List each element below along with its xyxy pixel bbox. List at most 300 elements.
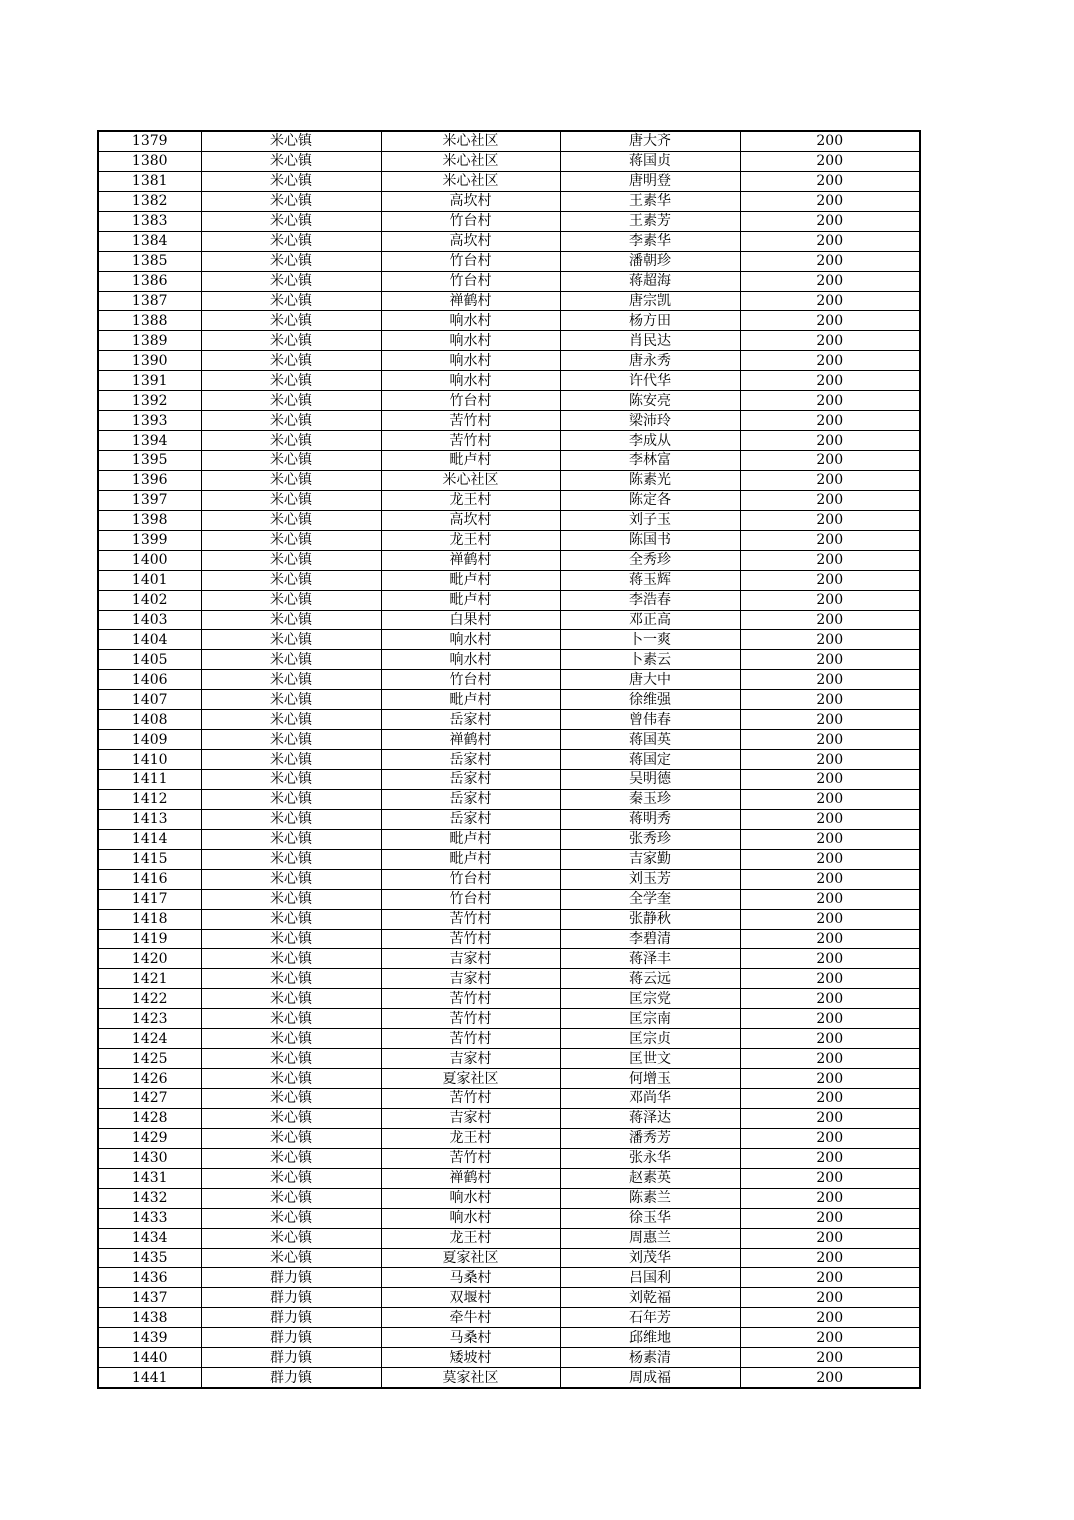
village-cell: 高坎村 bbox=[381, 191, 560, 211]
amount-cell: 200 bbox=[740, 151, 920, 171]
name-cell: 匡世文 bbox=[560, 1049, 740, 1069]
name-cell: 全学奎 bbox=[560, 889, 740, 909]
table-row bbox=[98, 1288, 920, 1308]
amount-cell: 200 bbox=[740, 470, 920, 490]
row-number-cell: 1414 bbox=[98, 829, 201, 849]
amount-cell: 200 bbox=[740, 490, 920, 510]
town-cell: 米心镇 bbox=[201, 371, 381, 391]
row-number-cell: 1440 bbox=[98, 1348, 201, 1368]
row-number-cell: 1389 bbox=[98, 331, 201, 351]
town-cell: 米心镇 bbox=[201, 1228, 381, 1248]
town-cell: 米心镇 bbox=[201, 431, 381, 451]
row-number-cell: 1391 bbox=[98, 371, 201, 391]
amount-cell: 200 bbox=[740, 1128, 920, 1148]
data-table bbox=[97, 130, 921, 1389]
table-row bbox=[98, 271, 920, 291]
town-cell: 米心镇 bbox=[201, 1069, 381, 1089]
name-cell: 李林富 bbox=[560, 451, 740, 471]
village-cell: 牵牛村 bbox=[381, 1308, 560, 1328]
row-number-cell: 1421 bbox=[98, 969, 201, 989]
table-row bbox=[98, 789, 920, 809]
village-cell: 龙王村 bbox=[381, 1228, 560, 1248]
name-cell: 赵素英 bbox=[560, 1168, 740, 1188]
table-row bbox=[98, 590, 920, 610]
village-cell: 苦竹村 bbox=[381, 431, 560, 451]
table-row bbox=[98, 730, 920, 750]
table-row bbox=[98, 989, 920, 1009]
amount-cell: 200 bbox=[740, 1069, 920, 1089]
name-cell: 邱维地 bbox=[560, 1328, 740, 1348]
name-cell: 卜素云 bbox=[560, 650, 740, 670]
row-number-cell: 1402 bbox=[98, 590, 201, 610]
village-cell: 双堰村 bbox=[381, 1288, 560, 1308]
table-row bbox=[98, 610, 920, 630]
town-cell: 群力镇 bbox=[201, 1268, 381, 1288]
row-number-cell: 1384 bbox=[98, 231, 201, 251]
amount-cell: 200 bbox=[740, 949, 920, 969]
table-row bbox=[98, 251, 920, 271]
row-number-cell: 1387 bbox=[98, 291, 201, 311]
town-cell: 米心镇 bbox=[201, 889, 381, 909]
row-number-cell: 1396 bbox=[98, 470, 201, 490]
name-cell: 张静秋 bbox=[560, 909, 740, 929]
name-cell: 李碧清 bbox=[560, 929, 740, 949]
table-row bbox=[98, 371, 920, 391]
town-cell: 群力镇 bbox=[201, 1368, 381, 1388]
town-cell: 米心镇 bbox=[201, 1248, 381, 1268]
name-cell: 蒋国英 bbox=[560, 730, 740, 750]
table-row bbox=[98, 191, 920, 211]
town-cell: 米心镇 bbox=[201, 171, 381, 191]
town-cell: 米心镇 bbox=[201, 829, 381, 849]
village-cell: 响水村 bbox=[381, 1208, 560, 1228]
table-row bbox=[98, 570, 920, 590]
village-cell: 毗卢村 bbox=[381, 849, 560, 869]
name-cell: 唐大齐 bbox=[560, 131, 740, 151]
amount-cell: 200 bbox=[740, 191, 920, 211]
town-cell: 米心镇 bbox=[201, 809, 381, 829]
amount-cell: 200 bbox=[740, 431, 920, 451]
amount-cell: 200 bbox=[740, 391, 920, 411]
table-row bbox=[98, 211, 920, 231]
amount-cell: 200 bbox=[740, 510, 920, 530]
table-row bbox=[98, 490, 920, 510]
row-number-cell: 1397 bbox=[98, 490, 201, 510]
name-cell: 蒋玉辉 bbox=[560, 570, 740, 590]
town-cell: 米心镇 bbox=[201, 211, 381, 231]
name-cell: 肖民达 bbox=[560, 331, 740, 351]
village-cell: 响水村 bbox=[381, 650, 560, 670]
name-cell: 匡宗贞 bbox=[560, 1029, 740, 1049]
row-number-cell: 1406 bbox=[98, 670, 201, 690]
table-row bbox=[98, 171, 920, 191]
amount-cell: 200 bbox=[740, 770, 920, 790]
town-cell: 米心镇 bbox=[201, 311, 381, 331]
village-cell: 竹台村 bbox=[381, 271, 560, 291]
row-number-cell: 1409 bbox=[98, 730, 201, 750]
table-row bbox=[98, 969, 920, 989]
town-cell: 米心镇 bbox=[201, 291, 381, 311]
village-cell: 禅鹤村 bbox=[381, 550, 560, 570]
table-row bbox=[98, 650, 920, 670]
village-cell: 米心社区 bbox=[381, 151, 560, 171]
table-row bbox=[98, 670, 920, 690]
amount-cell: 200 bbox=[740, 690, 920, 710]
amount-cell: 200 bbox=[740, 530, 920, 550]
table-row bbox=[98, 1009, 920, 1029]
row-number-cell: 1405 bbox=[98, 650, 201, 670]
name-cell: 陈定各 bbox=[560, 490, 740, 510]
table-row bbox=[98, 311, 920, 331]
table-row bbox=[98, 929, 920, 949]
village-cell: 龙王村 bbox=[381, 530, 560, 550]
name-cell: 蒋泽丰 bbox=[560, 949, 740, 969]
name-cell: 刘茂华 bbox=[560, 1248, 740, 1268]
town-cell: 米心镇 bbox=[201, 550, 381, 570]
amount-cell: 200 bbox=[740, 311, 920, 331]
amount-cell: 200 bbox=[740, 889, 920, 909]
name-cell: 张秀珍 bbox=[560, 829, 740, 849]
town-cell: 米心镇 bbox=[201, 1009, 381, 1029]
town-cell: 米心镇 bbox=[201, 610, 381, 630]
town-cell: 米心镇 bbox=[201, 151, 381, 171]
village-cell: 苦竹村 bbox=[381, 411, 560, 431]
row-number-cell: 1416 bbox=[98, 869, 201, 889]
table-row bbox=[98, 411, 920, 431]
town-cell: 米心镇 bbox=[201, 510, 381, 530]
name-cell: 刘玉芳 bbox=[560, 869, 740, 889]
row-number-cell: 1436 bbox=[98, 1268, 201, 1288]
amount-cell: 200 bbox=[740, 1208, 920, 1228]
row-number-cell: 1412 bbox=[98, 789, 201, 809]
row-number-cell: 1426 bbox=[98, 1069, 201, 1089]
row-number-cell: 1399 bbox=[98, 530, 201, 550]
table-row bbox=[98, 630, 920, 650]
name-cell: 刘乾福 bbox=[560, 1288, 740, 1308]
village-cell: 龙王村 bbox=[381, 490, 560, 510]
town-cell: 米心镇 bbox=[201, 411, 381, 431]
row-number-cell: 1431 bbox=[98, 1168, 201, 1188]
row-number-cell: 1425 bbox=[98, 1049, 201, 1069]
name-cell: 吉家勤 bbox=[560, 849, 740, 869]
amount-cell: 200 bbox=[740, 1188, 920, 1208]
row-number-cell: 1393 bbox=[98, 411, 201, 431]
amount-cell: 200 bbox=[740, 570, 920, 590]
amount-cell: 200 bbox=[740, 411, 920, 431]
town-cell: 米心镇 bbox=[201, 271, 381, 291]
amount-cell: 200 bbox=[740, 789, 920, 809]
town-cell: 米心镇 bbox=[201, 570, 381, 590]
village-cell: 苦竹村 bbox=[381, 909, 560, 929]
row-number-cell: 1417 bbox=[98, 889, 201, 909]
village-cell: 岳家村 bbox=[381, 750, 560, 770]
village-cell: 禅鹤村 bbox=[381, 730, 560, 750]
amount-cell: 200 bbox=[740, 829, 920, 849]
table-row bbox=[98, 530, 920, 550]
village-cell: 竹台村 bbox=[381, 211, 560, 231]
table-row bbox=[98, 1089, 920, 1109]
village-cell: 响水村 bbox=[381, 371, 560, 391]
town-cell: 米心镇 bbox=[201, 451, 381, 471]
village-cell: 米心社区 bbox=[381, 171, 560, 191]
amount-cell: 200 bbox=[740, 451, 920, 471]
row-number-cell: 1388 bbox=[98, 311, 201, 331]
row-number-cell: 1434 bbox=[98, 1228, 201, 1248]
name-cell: 吴明德 bbox=[560, 770, 740, 790]
village-cell: 米心社区 bbox=[381, 470, 560, 490]
row-number-cell: 1385 bbox=[98, 251, 201, 271]
table-row bbox=[98, 431, 920, 451]
name-cell: 唐明登 bbox=[560, 171, 740, 191]
name-cell: 许代华 bbox=[560, 371, 740, 391]
row-number-cell: 1395 bbox=[98, 451, 201, 471]
table-row bbox=[98, 550, 920, 570]
row-number-cell: 1400 bbox=[98, 550, 201, 570]
amount-cell: 200 bbox=[740, 809, 920, 829]
town-cell: 米心镇 bbox=[201, 331, 381, 351]
table-row bbox=[98, 1108, 920, 1128]
row-number-cell: 1418 bbox=[98, 909, 201, 929]
village-cell: 响水村 bbox=[381, 1188, 560, 1208]
row-number-cell: 1427 bbox=[98, 1089, 201, 1109]
town-cell: 米心镇 bbox=[201, 949, 381, 969]
row-number-cell: 1381 bbox=[98, 171, 201, 191]
name-cell: 邓正高 bbox=[560, 610, 740, 630]
table-row bbox=[98, 809, 920, 829]
village-cell: 苦竹村 bbox=[381, 1029, 560, 1049]
table-row bbox=[98, 750, 920, 770]
village-cell: 米心社区 bbox=[381, 131, 560, 151]
table-row bbox=[98, 909, 920, 929]
name-cell: 秦玉珍 bbox=[560, 789, 740, 809]
village-cell: 响水村 bbox=[381, 630, 560, 650]
table-row bbox=[98, 1168, 920, 1188]
village-cell: 苦竹村 bbox=[381, 929, 560, 949]
town-cell: 米心镇 bbox=[201, 590, 381, 610]
village-cell: 岳家村 bbox=[381, 710, 560, 730]
table-row bbox=[98, 1029, 920, 1049]
name-cell: 唐大中 bbox=[560, 670, 740, 690]
row-number-cell: 1422 bbox=[98, 989, 201, 1009]
table-row bbox=[98, 331, 920, 351]
town-cell: 米心镇 bbox=[201, 730, 381, 750]
row-number-cell: 1438 bbox=[98, 1308, 201, 1328]
amount-cell: 200 bbox=[740, 1288, 920, 1308]
village-cell: 岳家村 bbox=[381, 770, 560, 790]
village-cell: 吉家村 bbox=[381, 969, 560, 989]
name-cell: 陈安亮 bbox=[560, 391, 740, 411]
village-cell: 夏家社区 bbox=[381, 1069, 560, 1089]
village-cell: 竹台村 bbox=[381, 869, 560, 889]
village-cell: 矮坡村 bbox=[381, 1348, 560, 1368]
name-cell: 张永华 bbox=[560, 1148, 740, 1168]
row-number-cell: 1394 bbox=[98, 431, 201, 451]
town-cell: 米心镇 bbox=[201, 909, 381, 929]
amount-cell: 200 bbox=[740, 251, 920, 271]
name-cell: 周成福 bbox=[560, 1368, 740, 1388]
town-cell: 米心镇 bbox=[201, 1128, 381, 1148]
amount-cell: 200 bbox=[740, 909, 920, 929]
name-cell: 陈国书 bbox=[560, 530, 740, 550]
amount-cell: 200 bbox=[740, 1089, 920, 1109]
name-cell: 匡宗党 bbox=[560, 989, 740, 1009]
row-number-cell: 1398 bbox=[98, 510, 201, 530]
amount-cell: 200 bbox=[740, 1049, 920, 1069]
amount-cell: 200 bbox=[740, 1348, 920, 1368]
town-cell: 米心镇 bbox=[201, 530, 381, 550]
amount-cell: 200 bbox=[740, 1308, 920, 1328]
village-cell: 苦竹村 bbox=[381, 989, 560, 1009]
row-number-cell: 1437 bbox=[98, 1288, 201, 1308]
village-cell: 禅鹤村 bbox=[381, 1168, 560, 1188]
row-number-cell: 1401 bbox=[98, 570, 201, 590]
village-cell: 夏家社区 bbox=[381, 1248, 560, 1268]
row-number-cell: 1410 bbox=[98, 750, 201, 770]
village-cell: 高坎村 bbox=[381, 231, 560, 251]
row-number-cell: 1408 bbox=[98, 710, 201, 730]
row-number-cell: 1404 bbox=[98, 630, 201, 650]
town-cell: 米心镇 bbox=[201, 630, 381, 650]
town-cell: 米心镇 bbox=[201, 1029, 381, 1049]
village-cell: 马桑村 bbox=[381, 1328, 560, 1348]
name-cell: 李素华 bbox=[560, 231, 740, 251]
amount-cell: 200 bbox=[740, 849, 920, 869]
row-number-cell: 1386 bbox=[98, 271, 201, 291]
amount-cell: 200 bbox=[740, 750, 920, 770]
village-cell: 苦竹村 bbox=[381, 1089, 560, 1109]
amount-cell: 200 bbox=[740, 670, 920, 690]
table-row bbox=[98, 1248, 920, 1268]
name-cell: 匡宗南 bbox=[560, 1009, 740, 1029]
village-cell: 龙王村 bbox=[381, 1128, 560, 1148]
town-cell: 米心镇 bbox=[201, 391, 381, 411]
amount-cell: 200 bbox=[740, 550, 920, 570]
row-number-cell: 1403 bbox=[98, 610, 201, 630]
village-cell: 高坎村 bbox=[381, 510, 560, 530]
table-row bbox=[98, 291, 920, 311]
name-cell: 石年芳 bbox=[560, 1308, 740, 1328]
town-cell: 米心镇 bbox=[201, 989, 381, 1009]
table-row bbox=[98, 1328, 920, 1348]
village-cell: 毗卢村 bbox=[381, 590, 560, 610]
amount-cell: 200 bbox=[740, 650, 920, 670]
amount-cell: 200 bbox=[740, 1009, 920, 1029]
name-cell: 蒋超海 bbox=[560, 271, 740, 291]
name-cell: 徐维强 bbox=[560, 690, 740, 710]
amount-cell: 200 bbox=[740, 171, 920, 191]
name-cell: 邓尚华 bbox=[560, 1089, 740, 1109]
amount-cell: 200 bbox=[740, 590, 920, 610]
village-cell: 响水村 bbox=[381, 311, 560, 331]
name-cell: 徐玉华 bbox=[560, 1208, 740, 1228]
amount-cell: 200 bbox=[740, 1228, 920, 1248]
town-cell: 米心镇 bbox=[201, 1089, 381, 1109]
amount-cell: 200 bbox=[740, 331, 920, 351]
town-cell: 米心镇 bbox=[201, 1208, 381, 1228]
amount-cell: 200 bbox=[740, 1168, 920, 1188]
amount-cell: 200 bbox=[740, 1029, 920, 1049]
village-cell: 禅鹤村 bbox=[381, 291, 560, 311]
amount-cell: 200 bbox=[740, 211, 920, 231]
amount-cell: 200 bbox=[740, 271, 920, 291]
table-row bbox=[98, 1368, 920, 1388]
table-row bbox=[98, 391, 920, 411]
amount-cell: 200 bbox=[740, 131, 920, 151]
row-number-cell: 1383 bbox=[98, 211, 201, 231]
table-row bbox=[98, 770, 920, 790]
table-row bbox=[98, 451, 920, 471]
name-cell: 蒋明秀 bbox=[560, 809, 740, 829]
table-row bbox=[98, 869, 920, 889]
amount-cell: 200 bbox=[740, 351, 920, 371]
row-number-cell: 1407 bbox=[98, 690, 201, 710]
town-cell: 米心镇 bbox=[201, 770, 381, 790]
town-cell: 米心镇 bbox=[201, 351, 381, 371]
table-row bbox=[98, 1228, 920, 1248]
town-cell: 米心镇 bbox=[201, 131, 381, 151]
row-number-cell: 1423 bbox=[98, 1009, 201, 1029]
table-row bbox=[98, 131, 920, 151]
row-number-cell: 1382 bbox=[98, 191, 201, 211]
name-cell: 蒋云远 bbox=[560, 969, 740, 989]
row-number-cell: 1432 bbox=[98, 1188, 201, 1208]
town-cell: 群力镇 bbox=[201, 1328, 381, 1348]
amount-cell: 200 bbox=[740, 231, 920, 251]
row-number-cell: 1379 bbox=[98, 131, 201, 151]
table-row bbox=[98, 829, 920, 849]
town-cell: 米心镇 bbox=[201, 251, 381, 271]
town-cell: 米心镇 bbox=[201, 869, 381, 889]
name-cell: 杨方田 bbox=[560, 311, 740, 331]
name-cell: 陈素兰 bbox=[560, 1188, 740, 1208]
amount-cell: 200 bbox=[740, 730, 920, 750]
row-number-cell: 1380 bbox=[98, 151, 201, 171]
amount-cell: 200 bbox=[740, 1368, 920, 1388]
village-cell: 吉家村 bbox=[381, 949, 560, 969]
amount-cell: 200 bbox=[740, 291, 920, 311]
village-cell: 竹台村 bbox=[381, 251, 560, 271]
name-cell: 全秀珍 bbox=[560, 550, 740, 570]
village-cell: 莫家社区 bbox=[381, 1368, 560, 1388]
town-cell: 米心镇 bbox=[201, 690, 381, 710]
row-number-cell: 1390 bbox=[98, 351, 201, 371]
town-cell: 米心镇 bbox=[201, 670, 381, 690]
amount-cell: 200 bbox=[740, 1148, 920, 1168]
table-body bbox=[98, 131, 920, 1388]
name-cell: 王素芳 bbox=[560, 211, 740, 231]
table-row bbox=[98, 231, 920, 251]
table-row bbox=[98, 1049, 920, 1069]
village-cell: 岳家村 bbox=[381, 809, 560, 829]
town-cell: 米心镇 bbox=[201, 1148, 381, 1168]
row-number-cell: 1419 bbox=[98, 929, 201, 949]
amount-cell: 200 bbox=[740, 710, 920, 730]
village-cell: 苦竹村 bbox=[381, 1009, 560, 1029]
village-cell: 竹台村 bbox=[381, 670, 560, 690]
amount-cell: 200 bbox=[740, 1248, 920, 1268]
table-row bbox=[98, 949, 920, 969]
amount-cell: 200 bbox=[740, 630, 920, 650]
name-cell: 潘朝珍 bbox=[560, 251, 740, 271]
village-cell: 竹台村 bbox=[381, 889, 560, 909]
amount-cell: 200 bbox=[740, 1108, 920, 1128]
name-cell: 李成从 bbox=[560, 431, 740, 451]
village-cell: 白果村 bbox=[381, 610, 560, 630]
town-cell: 群力镇 bbox=[201, 1308, 381, 1328]
village-cell: 毗卢村 bbox=[381, 829, 560, 849]
name-cell: 蒋国定 bbox=[560, 750, 740, 770]
table-row bbox=[98, 470, 920, 490]
